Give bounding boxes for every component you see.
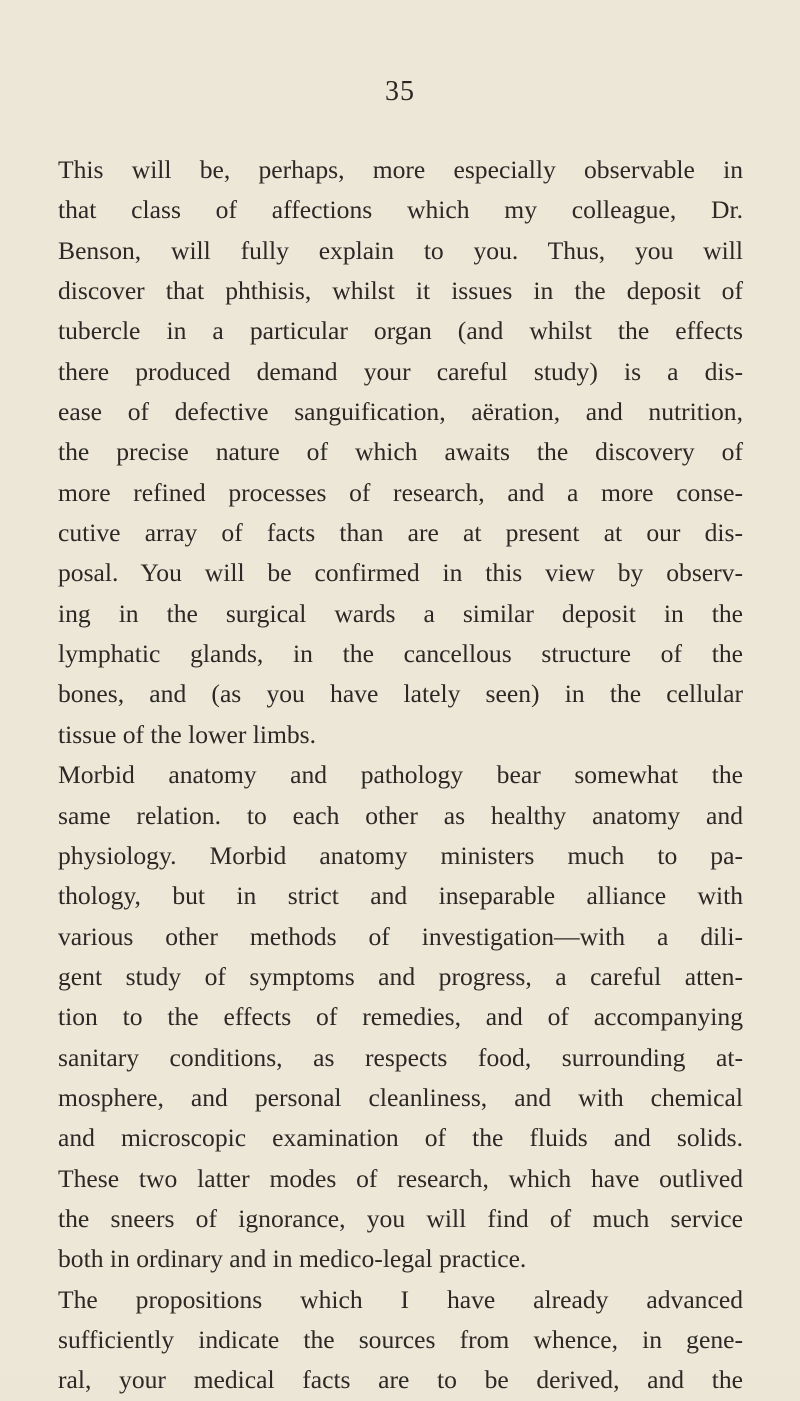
text-line: Benson, will fully explain to you. Thus, you will bbox=[58, 235, 743, 265]
text-line: the precise nature of which awaits the discovery of bbox=[58, 437, 743, 467]
paragraph-end-line: tissue of the lower limbs. bbox=[58, 719, 317, 749]
text-line: there produced demand your careful study) is a dis- bbox=[58, 356, 743, 386]
text-line: This will be, perhaps, more especially observable in bbox=[58, 155, 743, 184]
text-line: thology, but in strict and inseparable alliance with bbox=[58, 881, 743, 911]
text-line: discover that phthisis, whilst it issues in the deposit of bbox=[58, 276, 743, 306]
text-line: more refined processes of research, and a more conse- bbox=[58, 477, 743, 507]
text-line: Morbid anatomy and pathology bear somewhat the bbox=[58, 760, 743, 790]
text-line: sanitary conditions, as respects food, surrounding at- bbox=[58, 1042, 743, 1072]
text-line: same relation. to each other as healthy anatomy and bbox=[58, 800, 743, 830]
text-line: and microscopic examination of the fluids and solids. bbox=[58, 1123, 743, 1153]
text-line: ease of defective sanguification, aëration, and nutrition, bbox=[58, 397, 743, 427]
text-line: sufficiently indicate the sources from whence, in gene- bbox=[58, 1324, 743, 1354]
body-text bbox=[58, 150, 743, 1401]
text-line: tubercle in a particular organ (and whilst the effects bbox=[58, 316, 743, 346]
page-number: 35 bbox=[385, 76, 415, 107]
text-line: The propositions which I have already advanced bbox=[58, 1284, 743, 1314]
text-line: cutive array of facts than are at present at our dis- bbox=[58, 518, 743, 548]
text-line: bones, and (as you have lately seen) in the cellular bbox=[58, 679, 743, 709]
text-line: lymphatic glands, in the cancellous structure of the bbox=[58, 639, 743, 669]
text-line: These two latter modes of research, which have outlived bbox=[58, 1163, 743, 1193]
text-line: the sneers of ignorance, you will find of much service bbox=[58, 1203, 743, 1233]
text-line: gent study of symptoms and progress, a careful atten- bbox=[58, 961, 743, 991]
text-line: posal. You will be confirmed in this view by observ- bbox=[58, 558, 743, 588]
text-line: physiology. Morbid anatomy ministers much to pa- bbox=[58, 840, 743, 870]
text-line: various other methods of investigation—with a dili- bbox=[58, 921, 743, 951]
text-line: ral, your medical facts are to be derived, and the bbox=[58, 1365, 743, 1395]
paragraph-end-line: both in ordinary and in medico-legal practice. bbox=[58, 1244, 527, 1274]
text-line: that class of affections which my colleague, Dr. bbox=[58, 195, 743, 225]
text-line: mosphere, and personal cleanliness, and with chemical bbox=[58, 1082, 743, 1112]
text-line: tion to the effects of remedies, and of accompanying bbox=[58, 1002, 743, 1032]
text-line: ing in the surgical wards a similar deposit in the bbox=[58, 598, 743, 628]
